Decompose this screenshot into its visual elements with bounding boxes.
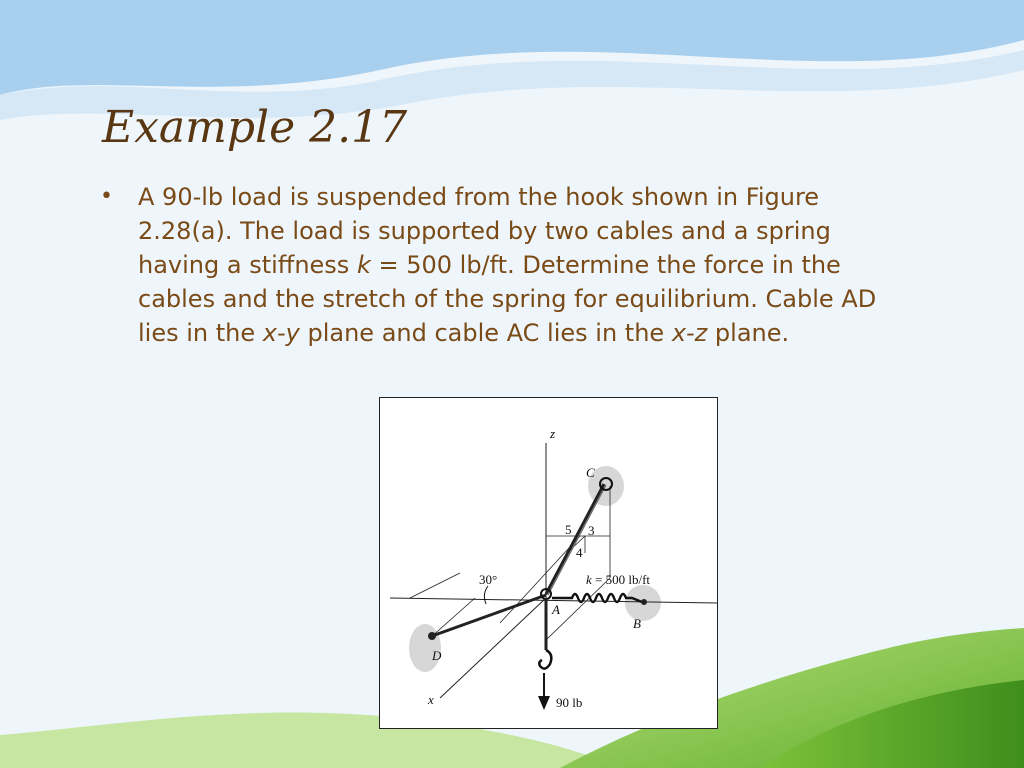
spring-stiffness-label: k = 500 lb/ft (586, 572, 651, 587)
z-axis-label: z (550, 426, 556, 441)
construction-line-3 (500, 536, 580, 623)
x-axis-label: x (428, 692, 434, 707)
construction-line-5 (430, 598, 475, 638)
bullet-marker: • (100, 184, 113, 209)
hook-icon (539, 650, 551, 669)
figure-2-28a (379, 397, 718, 729)
point-d-label: D (432, 648, 442, 663)
angle-arc (484, 586, 488, 604)
problem-statement (138, 180, 898, 350)
hook-b (641, 599, 647, 605)
load-label: 90 lb (556, 695, 583, 710)
slope-4-label: 4 (576, 545, 583, 560)
point-a-label: A (552, 602, 560, 617)
ring-d (428, 632, 436, 640)
xy-plane-label: x-y (262, 319, 300, 347)
statement-part-2: = 500 lb/ft. Determine the force in the cables and the stretch of the spring for equilibrium. Cable AD lies in the (138, 251, 877, 347)
statement-part-1: A 90-lb load is suspended from the hook shown in Figure 2.28(a). The load is supported by two cables and a spring having a stiffness (138, 183, 831, 279)
slope-3-label: 3 (588, 523, 595, 538)
slide-title: Example 2.17 (102, 102, 408, 153)
angle-label: 30° (479, 572, 498, 587)
construction-line-4 (410, 573, 460, 598)
point-c-label: C (586, 465, 595, 480)
cable-ad (432, 595, 546, 636)
xz-plane-label: x-z (671, 319, 708, 347)
point-b-label: B (633, 616, 641, 631)
slope-5-label: 5 (565, 522, 572, 537)
statics-diagram (380, 398, 717, 728)
statement-part-4: plane. (707, 319, 790, 347)
statement-part-3: plane and cable AC lies in the (299, 319, 672, 347)
load-arrow-head (538, 696, 550, 710)
stiffness-symbol: k (356, 251, 371, 279)
